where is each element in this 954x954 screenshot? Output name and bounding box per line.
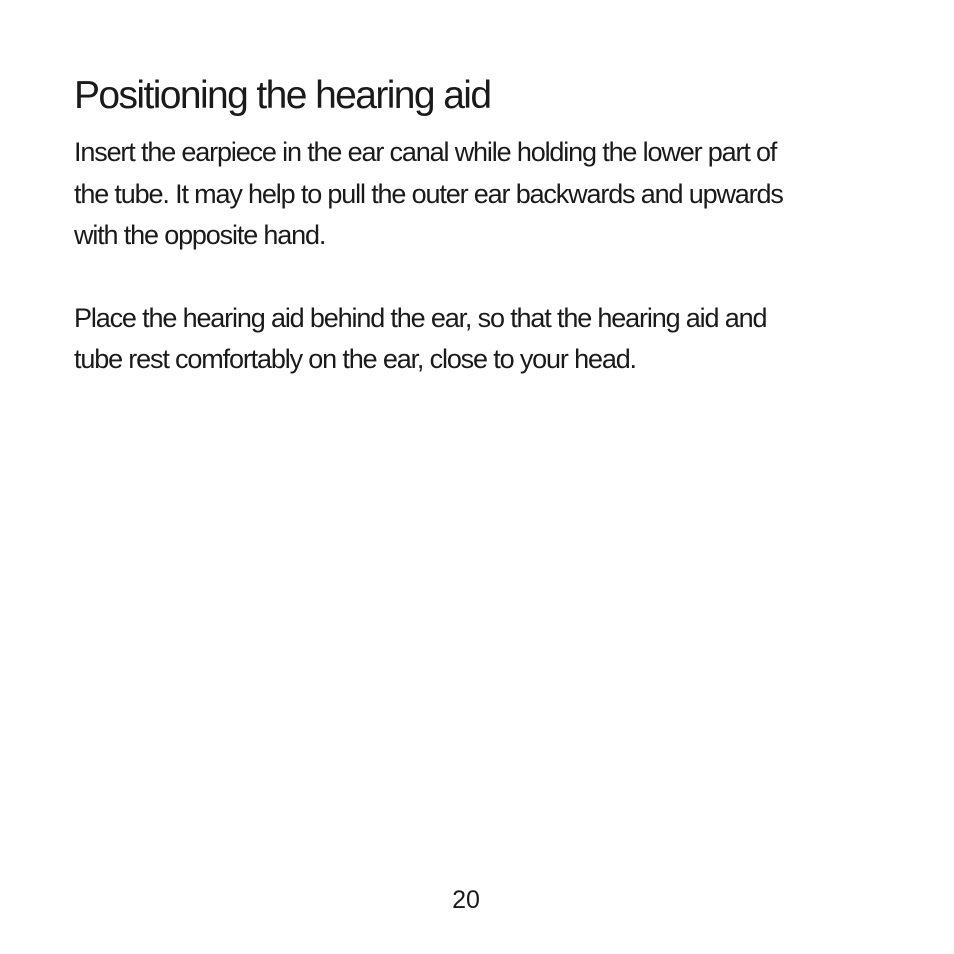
instruction-paragraph-place-hearing-aid xyxy=(74,298,874,381)
page-number: 20 xyxy=(452,886,480,914)
paragraph-line: Insert the earpiece in the ear canal while holding the lower part of xyxy=(74,137,777,167)
paragraph-line: tube rest comfortably on the ear, close to your head. xyxy=(74,344,636,374)
paragraph-line: the tube. It may help to pull the outer ear backwards and upwards xyxy=(74,178,783,209)
paragraph-line: Place the hearing aid behind the ear, so that the hearing aid and xyxy=(74,302,767,333)
page-content xyxy=(74,72,874,381)
paragraph-line: with the opposite hand. xyxy=(74,220,326,250)
page-title: Positioning the hearing aid xyxy=(74,74,491,117)
instruction-paragraph-insert-earpiece xyxy=(74,132,874,257)
